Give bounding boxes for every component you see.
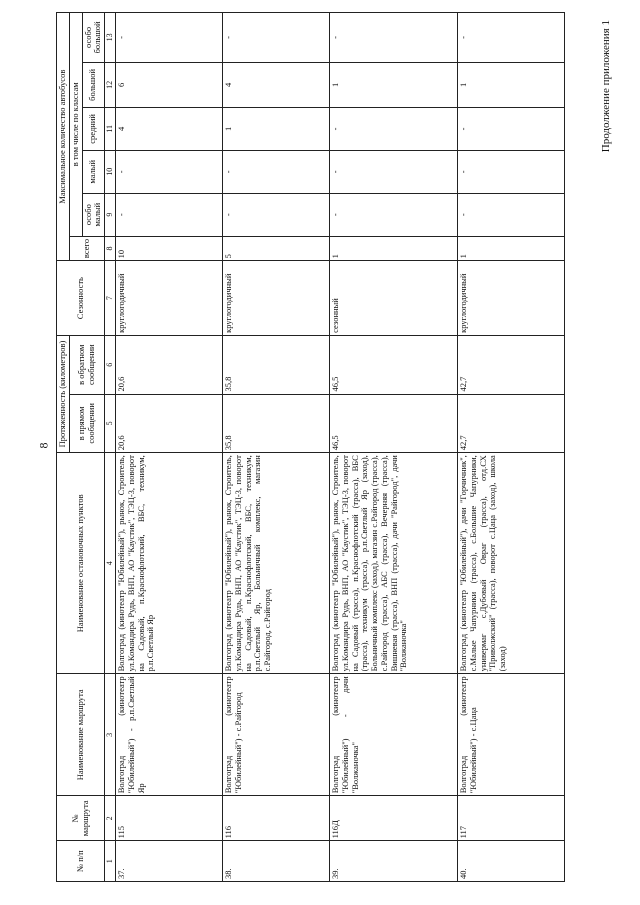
header-total: всего	[69, 236, 104, 261]
rotated-page-area	[56, 12, 576, 882]
column-index: 13	[105, 13, 116, 63]
row-route-number: 117	[458, 796, 565, 841]
header-large: большой	[82, 62, 105, 107]
column-index: 12	[105, 62, 116, 107]
row-season: круглогодичный	[458, 261, 565, 335]
row-season: сезонный	[330, 261, 458, 335]
row-small: -	[116, 150, 223, 193]
row-small: -	[458, 150, 565, 193]
row-length-forward: 46,5	[330, 394, 458, 453]
column-index: 10	[105, 150, 116, 193]
routes-table	[56, 12, 565, 882]
routes-table-container	[56, 12, 576, 882]
row-large: 6	[116, 62, 223, 107]
row-num: 38.	[223, 841, 330, 882]
column-index: 6	[105, 335, 116, 394]
row-total: 10	[116, 236, 223, 261]
row-length-backward: 35,8	[223, 335, 330, 394]
row-route-name: Волгоград (кинотеатр "Юбилейный") - с.Цаца	[458, 674, 565, 796]
row-total: 5	[223, 236, 330, 261]
row-large: 4	[223, 62, 330, 107]
header-route-number: № маршрута	[57, 796, 105, 841]
row-total: 1	[330, 236, 458, 261]
table-row	[223, 13, 330, 882]
row-stops: Волгоград (кинотеатр "Юбилейный"), рынок, Строитель, ул.Командира Рудь, ВНП, АО "Каустик", ТЭЦ-3, поворот на Садовый (трасса), п.Краснофлотский (трасса), ВБС (трасса), техникум (трасса), р.п.Светлый Яр (заход), Больничный комплекс (заход), магазин с.Райгород (трасса), с.Райгород (трасса), АБС (трасса), Вечерняя (трасса), Вишневая (трасса), ВНП (трасса), дачи "Райгород", дачи "Волжаночка"	[330, 453, 458, 674]
header-max-buses: Максимальное количество автобусов	[57, 13, 70, 261]
row-medium: -	[458, 107, 565, 150]
row-length-forward: 42,7	[458, 394, 565, 453]
row-stops: Волгоград (кинотеатр "Юбилейный"), дачи "Горчичник", с.Малые Чапурники (трасса), с.Большие Чапурники, универмаг с.Дубовый Овраг (трасса), отд.СХ "Приволжский" (трасса), поворот с.Цаца (заход), школа (заход)	[458, 453, 565, 674]
row-very-large: -	[116, 13, 223, 63]
table-row	[330, 13, 458, 882]
column-index: 8	[105, 236, 116, 261]
row-season: круглогодичный	[223, 261, 330, 335]
table-row	[116, 13, 223, 882]
row-total: 1	[458, 236, 565, 261]
header-medium: средний	[82, 107, 105, 150]
row-route-name: Волгоград (кинотеатр "Юбилейный") - дачи "Волжаночка"	[330, 674, 458, 796]
row-very-small: -	[330, 193, 458, 236]
row-length-backward: 42,7	[458, 335, 565, 394]
appendix-continuation-label: Продолжение приложения 1	[600, 20, 612, 153]
row-stops: Волгоград (кинотеатр "Юбилейный"), рынок, Строитель, ул.Командира Рудь, ВНП, АО "Каустик", ТЭЦ-3, поворот на Садовый, п.Краснофлотский, ВБС, техникум, р.п.Светлый Яр, Больничный комплекс, магазин с.Райгород, с.Райгород	[223, 453, 330, 674]
row-very-large: -	[223, 13, 330, 63]
row-route-number: 116	[223, 796, 330, 841]
header-forward: в прямом сообщении	[69, 394, 104, 453]
row-very-small: -	[458, 193, 565, 236]
column-index: 9	[105, 193, 116, 236]
row-length-backward: 46,5	[330, 335, 458, 394]
row-small: -	[223, 150, 330, 193]
header-num: № п/п	[57, 841, 105, 882]
row-route-name: Волгоград (кинотеатр "Юбилейный") - р.п.Светлый Яр	[116, 674, 223, 796]
header-length: Протяженность (километров)	[57, 335, 70, 452]
row-medium: 4	[116, 107, 223, 150]
column-index-row	[105, 13, 116, 882]
row-num: 37.	[116, 841, 223, 882]
column-index: 3	[105, 674, 116, 796]
column-index: 11	[105, 107, 116, 150]
row-very-small: -	[116, 193, 223, 236]
header-route-name: Наименование маршрута	[57, 674, 105, 796]
column-index: 2	[105, 796, 116, 841]
column-index: 4	[105, 453, 116, 674]
row-small: -	[330, 150, 458, 193]
table-row	[458, 13, 565, 882]
row-large: 1	[330, 62, 458, 107]
row-num: 39.	[330, 841, 458, 882]
header-row-1	[57, 13, 70, 882]
row-stops: Волгоград (кинотеатр "Юбилейный"), рынок, Строитель, ул.Командира Рудь, ВНП, АО "Каустик", ТЭЦ-3, поворот на Садовый, п.Краснофлотский, ВБС, техникум, р.п.Светлый Яр	[116, 453, 223, 674]
header-backward: в обратном сообщении	[69, 335, 104, 394]
row-length-forward: 35,8	[223, 394, 330, 453]
header-very-small: особо малый	[82, 193, 105, 236]
row-very-small: -	[223, 193, 330, 236]
row-medium: -	[330, 107, 458, 150]
row-very-large: -	[458, 13, 565, 63]
row-route-number: 115	[116, 796, 223, 841]
column-index: 7	[105, 261, 116, 335]
row-length-forward: 20,6	[116, 394, 223, 453]
row-medium: 1	[223, 107, 330, 150]
header-stops: Наименование остановочных пунктов	[57, 453, 105, 674]
page-number: 8	[36, 442, 51, 449]
header-by-class: в том числе по классам	[69, 13, 82, 237]
row-length-backward: 20,6	[116, 335, 223, 394]
row-num: 40.	[458, 841, 565, 882]
header-season: Сезонность	[57, 261, 105, 335]
header-very-large: особо большой	[82, 13, 105, 63]
column-index: 5	[105, 394, 116, 453]
row-very-large: -	[330, 13, 458, 63]
header-small: малый	[82, 150, 105, 193]
row-route-number: 116Д	[330, 796, 458, 841]
row-season: круглогодичный	[116, 261, 223, 335]
column-index: 1	[105, 841, 116, 882]
row-route-name: Волгоград (кинотеатр "Юбилейный") - с.Райгород	[223, 674, 330, 796]
row-large: 1	[458, 62, 565, 107]
